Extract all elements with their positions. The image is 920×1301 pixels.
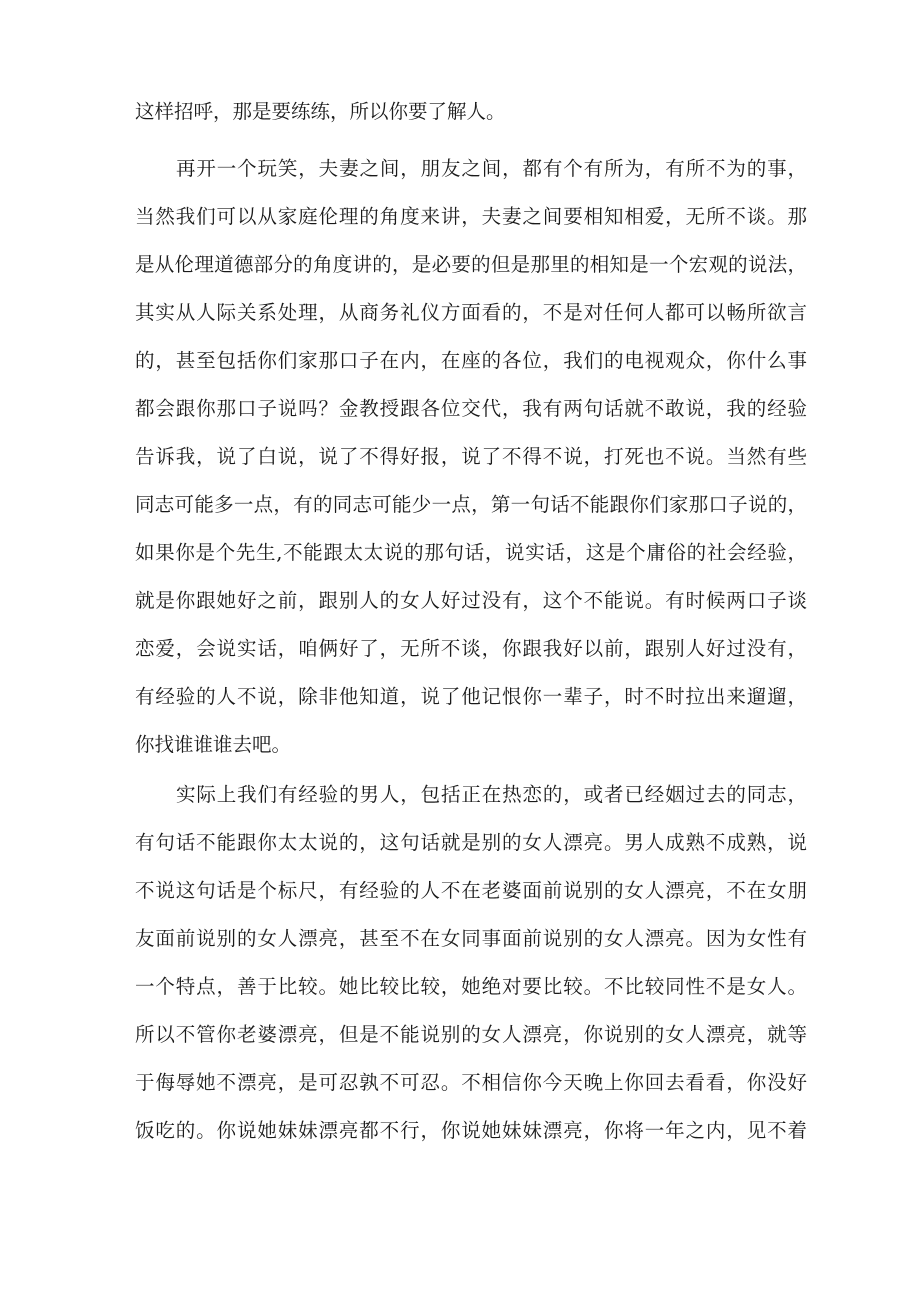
text-line: 的，甚至包括你们家那口子在内，在座的各位，我们的电视观众，你什么事: [135, 349, 807, 372]
text-line: 如果你是个先生,不能跟太太说的那句话，说实话，这是个庸俗的社会经验，: [135, 541, 807, 564]
text-line: 友面前说别的女人漂亮，甚至不在女同事面前说别的女人漂亮。因为女性有: [135, 927, 807, 950]
text-line: 有经验的人不说，除非他知道，说了他记恨你一辈子，时不时拉出来遛遛，: [135, 685, 807, 708]
text-line: 这样招呼，那是要练练，所以你要了解人。: [135, 100, 506, 123]
paragraph-first-line: 实际上我们有经验的男人，包括正在热恋的，或者已经姻过去的同志，: [176, 783, 807, 806]
text-line: 不说这句话是个标尺，有经验的人不在老婆面前说别的女人漂亮，不在女朋: [135, 879, 807, 902]
text-line: 你找谁谁谁去吧。: [135, 733, 292, 756]
text-line: 都会跟你那口子说吗？金教授跟各位交代，我有两句话就不敢说，我的经验: [135, 397, 807, 420]
text-line: 一个特点，善于比较。她比较比较，她绝对要比较。不比较同性不是女人。: [135, 975, 807, 998]
text-line: 就是你跟她好之前，跟别人的女人好过没有，这个不能说。有时候两口子谈: [135, 589, 807, 612]
text-line: 所以不管你老婆漂亮，但是不能说别的女人漂亮，你说别的女人漂亮，就等: [135, 1023, 807, 1046]
text-line: 当然我们可以从家庭伦理的角度来讲，夫妻之间要相知相爱，无所不谈。那: [135, 205, 807, 228]
text-line: 于侮辱她不漂亮，是可忍孰不可忍。不相信你今天晚上你回去看看，你没好: [135, 1071, 807, 1094]
text-line: 有句话不能跟你太太说的，这句话就是别的女人漂亮。男人成熟不成熟，说: [135, 831, 807, 854]
text-line: 恋爱，会说实话，咱俩好了，无所不谈，你跟我好以前，跟别人好过没有，: [135, 637, 807, 660]
text-line: 是从伦理道德部分的角度讲的，是必要的但是那里的相知是一个宏观的说法，: [135, 253, 807, 276]
text-line: 饭吃的。你说她妹妹漂亮都不行，你说她妹妹漂亮，你将一年之内，见不着: [135, 1119, 807, 1142]
text-line: 告诉我，说了白说，说了不得好报，说了不得不说，打死也不说。当然有些: [135, 445, 807, 468]
text-line: 同志可能多一点，有的同志可能少一点，第一句话不能跟你们家那口子说的，: [135, 493, 807, 516]
text-line: 其实从人际关系处理，从商务礼仪方面看的，不是对任何人都可以畅所欲言: [135, 301, 807, 324]
paragraph-first-line: 再开一个玩笑，夫妻之间，朋友之间，都有个有所为，有所不为的事，: [176, 157, 807, 180]
